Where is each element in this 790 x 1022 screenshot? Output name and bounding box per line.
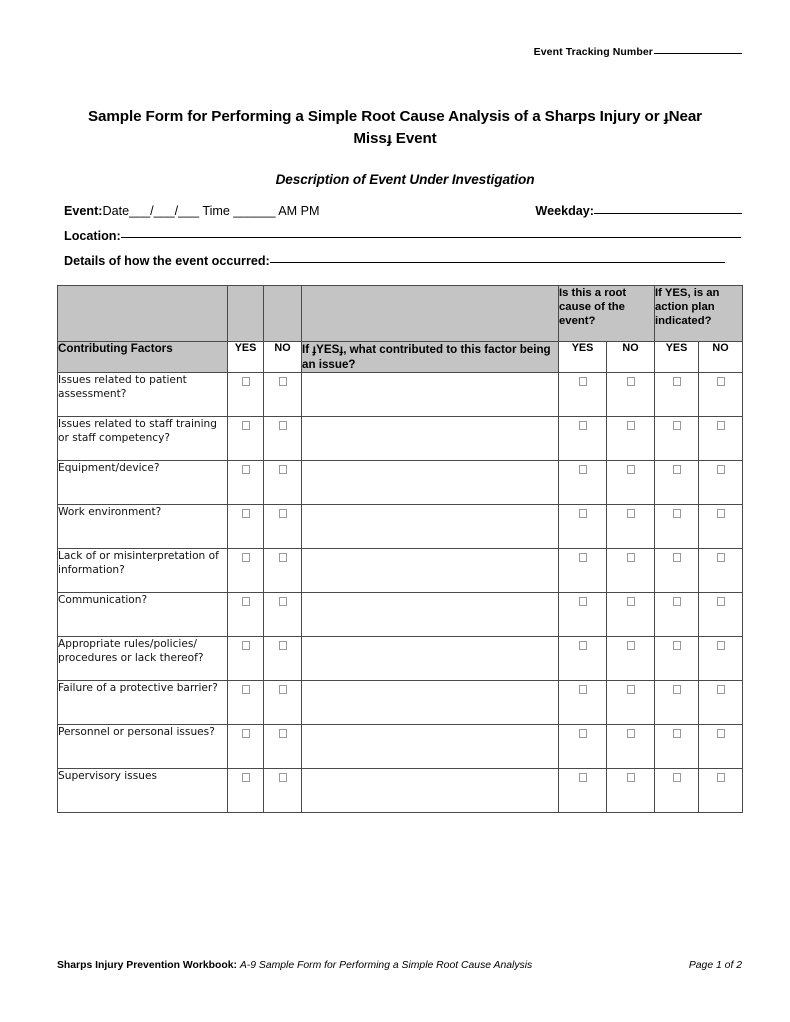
- checkbox-icon[interactable]: [279, 553, 287, 562]
- root-cause-yes-checkbox[interactable]: [559, 373, 607, 417]
- table-row: [58, 505, 743, 549]
- factor-label: Failure of a protective barrier?: [58, 681, 228, 725]
- root-cause-no-checkbox[interactable]: [607, 637, 655, 681]
- checkbox-icon[interactable]: [627, 729, 635, 738]
- root-cause-no-checkbox[interactable]: [607, 681, 655, 725]
- table-row: [58, 417, 743, 461]
- checkbox-icon[interactable]: [627, 685, 635, 694]
- checkbox-icon[interactable]: [717, 597, 725, 606]
- root-cause-yes-checkbox[interactable]: [559, 769, 607, 813]
- checkbox-icon[interactable]: [717, 465, 725, 474]
- table-row: [58, 681, 743, 725]
- table-row: [58, 593, 743, 637]
- header-spacer-yes: [228, 286, 264, 342]
- root-cause-yes-checkbox[interactable]: [559, 461, 607, 505]
- factor-yes-checkbox[interactable]: [228, 417, 264, 461]
- checkbox-icon[interactable]: [279, 773, 287, 782]
- footer-workbook-title: Sharps Injury Prevention Workbook:: [57, 960, 237, 971]
- factor-no-checkbox[interactable]: [264, 725, 302, 769]
- checkbox-icon[interactable]: [579, 553, 587, 562]
- action-plan-yes-checkbox[interactable]: [655, 505, 699, 549]
- factor-yes-checkbox[interactable]: [228, 461, 264, 505]
- factor-label: Supervisory issues: [58, 769, 228, 813]
- checkbox-icon[interactable]: [579, 685, 587, 694]
- table-row: [58, 461, 743, 505]
- checkbox-icon[interactable]: [579, 509, 587, 518]
- factor-yes-checkbox[interactable]: [228, 637, 264, 681]
- header-description-question: If ɟYESɟ, what contributed to this factor being an issue?: [302, 342, 559, 373]
- event-tracking-number-label: Event Tracking Number: [533, 46, 653, 58]
- checkbox-icon[interactable]: [673, 597, 681, 606]
- checkbox-icon[interactable]: [242, 597, 250, 606]
- factor-no-checkbox[interactable]: [264, 769, 302, 813]
- action-plan-yes-checkbox[interactable]: [655, 593, 699, 637]
- event-fields: [64, 204, 742, 279]
- factor-yes-checkbox[interactable]: [228, 769, 264, 813]
- contribution-notes-field[interactable]: [302, 373, 559, 417]
- contribution-notes-field[interactable]: [302, 725, 559, 769]
- checkbox-icon[interactable]: [717, 773, 725, 782]
- factor-no-checkbox[interactable]: [264, 461, 302, 505]
- checkbox-icon[interactable]: [673, 685, 681, 694]
- contribution-notes-field[interactable]: [302, 461, 559, 505]
- event-row: [64, 204, 742, 229]
- checkbox-icon[interactable]: [627, 509, 635, 518]
- factor-label: Issues related to staff training or staff competency?: [58, 417, 228, 461]
- checkbox-icon[interactable]: [673, 465, 681, 474]
- checkbox-icon[interactable]: [279, 377, 287, 386]
- checkbox-icon[interactable]: [242, 553, 250, 562]
- checkbox-icon[interactable]: [627, 597, 635, 606]
- checkbox-icon[interactable]: [673, 509, 681, 518]
- root-cause-table-container: [57, 285, 742, 813]
- action-plan-no-checkbox[interactable]: [699, 461, 743, 505]
- checkbox-icon[interactable]: [279, 641, 287, 650]
- checkbox-icon[interactable]: [242, 465, 250, 474]
- page-title: Sample Form for Performing a Simple Root Cause Analysis of a Sharps Injury or ɟNear Missɟ Event: [88, 108, 702, 148]
- action-plan-yes-checkbox[interactable]: [655, 769, 699, 813]
- factor-yes-checkbox[interactable]: [228, 725, 264, 769]
- root-cause-no-checkbox[interactable]: [607, 549, 655, 593]
- root-cause-no-checkbox[interactable]: [607, 417, 655, 461]
- checkbox-icon[interactable]: [717, 377, 725, 386]
- checkbox-icon[interactable]: [673, 553, 681, 562]
- root-cause-yes-checkbox[interactable]: [559, 725, 607, 769]
- root-cause-yes-checkbox[interactable]: [559, 549, 607, 593]
- table-row: [58, 549, 743, 593]
- root-cause-yes-checkbox[interactable]: [559, 637, 607, 681]
- header-root-cause-no: NO: [607, 342, 655, 373]
- checkbox-icon[interactable]: [579, 641, 587, 650]
- checkbox-icon[interactable]: [673, 773, 681, 782]
- header-action-plan-yes: YES: [655, 342, 699, 373]
- checkbox-icon[interactable]: [279, 597, 287, 606]
- table-row: [58, 637, 743, 681]
- factor-yes-checkbox[interactable]: [228, 373, 264, 417]
- checkbox-icon[interactable]: [242, 685, 250, 694]
- checkbox-icon[interactable]: [673, 377, 681, 386]
- root-cause-no-checkbox[interactable]: [607, 461, 655, 505]
- checkbox-icon[interactable]: [717, 509, 725, 518]
- details-label: Details of how the event occurred:: [64, 254, 270, 268]
- checkbox-icon[interactable]: [627, 377, 635, 386]
- checkbox-icon[interactable]: [627, 421, 635, 430]
- header-spacer-factors: [58, 286, 228, 342]
- header-spacer-description: [302, 286, 559, 342]
- checkbox-icon[interactable]: [242, 729, 250, 738]
- header-factor-no: NO: [264, 342, 302, 373]
- header-contributing-factors: Contributing Factors: [58, 342, 228, 373]
- checkbox-icon[interactable]: [627, 465, 635, 474]
- contribution-notes-field[interactable]: [302, 505, 559, 549]
- table-row: [58, 769, 743, 813]
- header-action-plan-no: NO: [699, 342, 743, 373]
- action-plan-no-checkbox[interactable]: [699, 373, 743, 417]
- location-label: Location:: [64, 229, 121, 243]
- section-subtitle: Description of Event Under Investigation: [275, 172, 535, 187]
- table-body: [58, 373, 743, 813]
- checkbox-icon[interactable]: [579, 377, 587, 386]
- factor-yes-checkbox[interactable]: [228, 505, 264, 549]
- checkbox-icon[interactable]: [673, 641, 681, 650]
- contribution-notes-field[interactable]: [302, 417, 559, 461]
- action-plan-no-checkbox[interactable]: [699, 549, 743, 593]
- root-cause-no-checkbox[interactable]: [607, 505, 655, 549]
- table-row: [58, 725, 743, 769]
- root-cause-no-checkbox[interactable]: [607, 769, 655, 813]
- checkbox-icon[interactable]: [279, 729, 287, 738]
- checkbox-icon[interactable]: [242, 641, 250, 650]
- event-label: Event:: [64, 204, 103, 218]
- weekday-input-blank[interactable]: [594, 213, 742, 214]
- checkbox-icon[interactable]: [717, 641, 725, 650]
- action-plan-no-checkbox[interactable]: [699, 593, 743, 637]
- factor-no-checkbox[interactable]: [264, 373, 302, 417]
- factor-label: Issues related to patient assessment?: [58, 373, 228, 417]
- header-root-cause-yes: YES: [559, 342, 607, 373]
- checkbox-icon[interactable]: [627, 641, 635, 650]
- action-plan-no-checkbox[interactable]: [699, 505, 743, 549]
- location-row: [64, 229, 742, 254]
- event-tracking-number-blank[interactable]: [654, 53, 742, 54]
- checkbox-icon[interactable]: [673, 729, 681, 738]
- factor-no-checkbox[interactable]: [264, 681, 302, 725]
- action-plan-no-checkbox[interactable]: [699, 681, 743, 725]
- checkbox-icon[interactable]: [717, 685, 725, 694]
- footer-description: A-9 Sample Form for Performing a Simple Root Cause Analysis: [239, 960, 533, 971]
- factor-no-checkbox[interactable]: [264, 505, 302, 549]
- contribution-notes-field[interactable]: [302, 637, 559, 681]
- factor-no-checkbox[interactable]: [264, 417, 302, 461]
- table-row: [58, 373, 743, 417]
- details-input-blank[interactable]: [270, 262, 725, 263]
- checkbox-icon[interactable]: [242, 377, 250, 386]
- header-action-plan-question: If YES, is an action plan indicated?: [655, 286, 743, 342]
- contribution-notes-field[interactable]: [302, 549, 559, 593]
- event-tracking-number: [534, 46, 742, 58]
- factor-yes-checkbox[interactable]: [228, 549, 264, 593]
- action-plan-no-checkbox[interactable]: [699, 417, 743, 461]
- factor-label: Appropriate rules/policies/ procedures or lack thereof?: [58, 637, 228, 681]
- factor-label: Personnel or personal issues?: [58, 725, 228, 769]
- checkbox-icon[interactable]: [279, 465, 287, 474]
- factor-label: Lack of or misinterpretation of information?: [58, 549, 228, 593]
- table-header-bottom-row: [58, 342, 743, 373]
- page-footer: [57, 960, 742, 971]
- factor-yes-checkbox[interactable]: [228, 593, 264, 637]
- checkbox-icon[interactable]: [627, 773, 635, 782]
- weekday-label: Weekday:: [535, 204, 594, 218]
- location-input-blank[interactable]: [121, 237, 741, 238]
- root-cause-analysis-table: [57, 285, 743, 813]
- root-cause-yes-checkbox[interactable]: [559, 593, 607, 637]
- factor-no-checkbox[interactable]: [264, 549, 302, 593]
- event-date-time-value[interactable]: Date___/___/___ Time ______ AM PM: [102, 204, 320, 218]
- header-spacer-no: [264, 286, 302, 342]
- action-plan-yes-checkbox[interactable]: [655, 681, 699, 725]
- root-cause-yes-checkbox[interactable]: [559, 681, 607, 725]
- root-cause-no-checkbox[interactable]: [607, 593, 655, 637]
- header-factor-yes: YES: [228, 342, 264, 373]
- checkbox-icon[interactable]: [579, 597, 587, 606]
- action-plan-yes-checkbox[interactable]: [655, 637, 699, 681]
- footer-page-number: Page 1 of 2: [688, 960, 742, 971]
- checkbox-icon[interactable]: [717, 553, 725, 562]
- action-plan-yes-checkbox[interactable]: [655, 725, 699, 769]
- action-plan-yes-checkbox[interactable]: [655, 549, 699, 593]
- checkbox-icon[interactable]: [242, 509, 250, 518]
- root-cause-yes-checkbox[interactable]: [559, 505, 607, 549]
- weekday-field: [535, 204, 742, 218]
- root-cause-no-checkbox[interactable]: [607, 725, 655, 769]
- checkbox-icon[interactable]: [579, 729, 587, 738]
- action-plan-yes-checkbox[interactable]: [655, 461, 699, 505]
- checkbox-icon[interactable]: [279, 421, 287, 430]
- details-row: [64, 254, 742, 279]
- checkbox-icon[interactable]: [279, 685, 287, 694]
- checkbox-icon[interactable]: [717, 729, 725, 738]
- header-root-cause-question: Is this a root cause of the event?: [559, 286, 655, 342]
- factor-label: Communication?: [58, 593, 228, 637]
- contribution-notes-field[interactable]: [302, 769, 559, 813]
- factor-no-checkbox[interactable]: [264, 637, 302, 681]
- checkbox-icon[interactable]: [673, 421, 681, 430]
- action-plan-no-checkbox[interactable]: [699, 769, 743, 813]
- factor-no-checkbox[interactable]: [264, 593, 302, 637]
- root-cause-yes-checkbox[interactable]: [559, 417, 607, 461]
- checkbox-icon[interactable]: [579, 773, 587, 782]
- root-cause-no-checkbox[interactable]: [607, 373, 655, 417]
- factor-label: Equipment/device?: [58, 461, 228, 505]
- checkbox-icon[interactable]: [579, 421, 587, 430]
- checkbox-icon[interactable]: [279, 509, 287, 518]
- action-plan-no-checkbox[interactable]: [699, 725, 743, 769]
- checkbox-icon[interactable]: [717, 421, 725, 430]
- factor-label: Work environment?: [58, 505, 228, 549]
- action-plan-no-checkbox[interactable]: [699, 637, 743, 681]
- contribution-notes-field[interactable]: [302, 681, 559, 725]
- checkbox-icon[interactable]: [242, 773, 250, 782]
- factor-yes-checkbox[interactable]: [228, 681, 264, 725]
- checkbox-icon[interactable]: [627, 553, 635, 562]
- action-plan-yes-checkbox[interactable]: [655, 417, 699, 461]
- action-plan-yes-checkbox[interactable]: [655, 373, 699, 417]
- contribution-notes-field[interactable]: [302, 593, 559, 637]
- checkbox-icon[interactable]: [579, 465, 587, 474]
- table-header-top-row: [58, 286, 743, 342]
- checkbox-icon[interactable]: [242, 421, 250, 430]
